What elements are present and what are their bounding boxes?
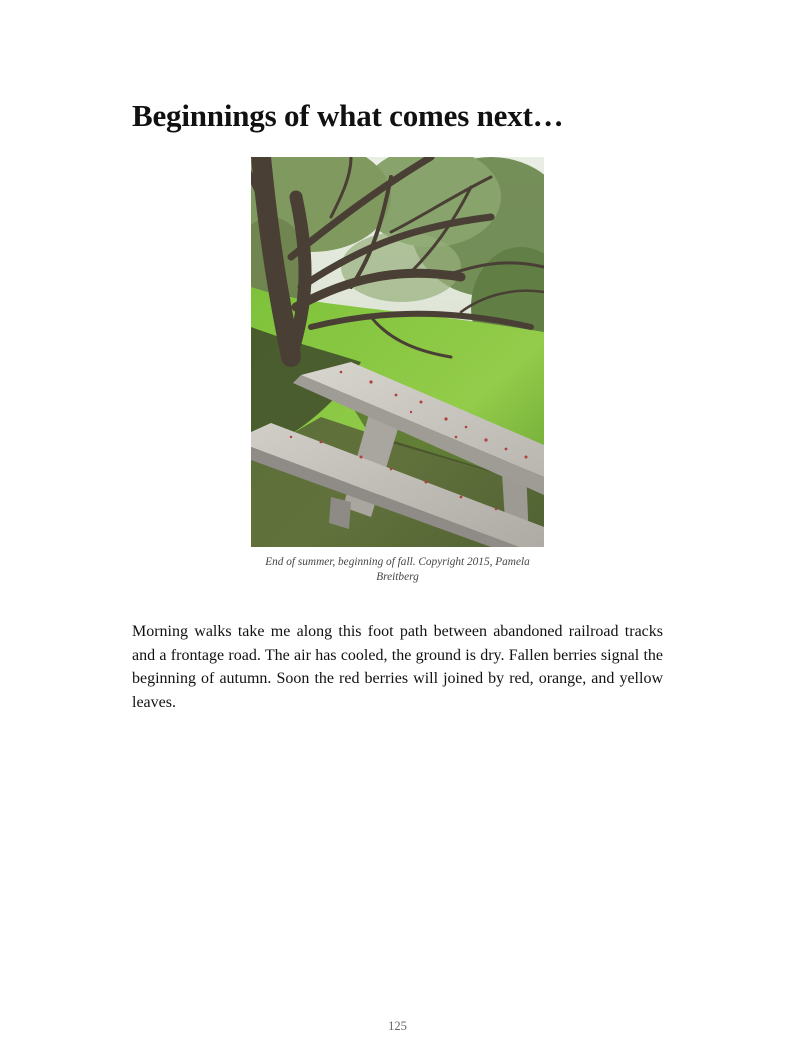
body-paragraph: Morning walks take me along this foot path between abandoned railroad tracks and a frontage road. The air has cooled, the ground is dry. Fallen berries signal the beginning of autumn. Soon the red berries will joined by red, orange, and yellow leaves.: [132, 623, 663, 711]
photo-caption: End of summer, beginning of fall. Copyright 2015, Pamela Breitberg: [265, 556, 530, 583]
page-number: 125: [388, 1019, 407, 1033]
page-title: Beginnings of what comes next…: [132, 98, 564, 133]
picnic-table-photo: [251, 157, 544, 547]
photo-illustration: [251, 157, 544, 547]
